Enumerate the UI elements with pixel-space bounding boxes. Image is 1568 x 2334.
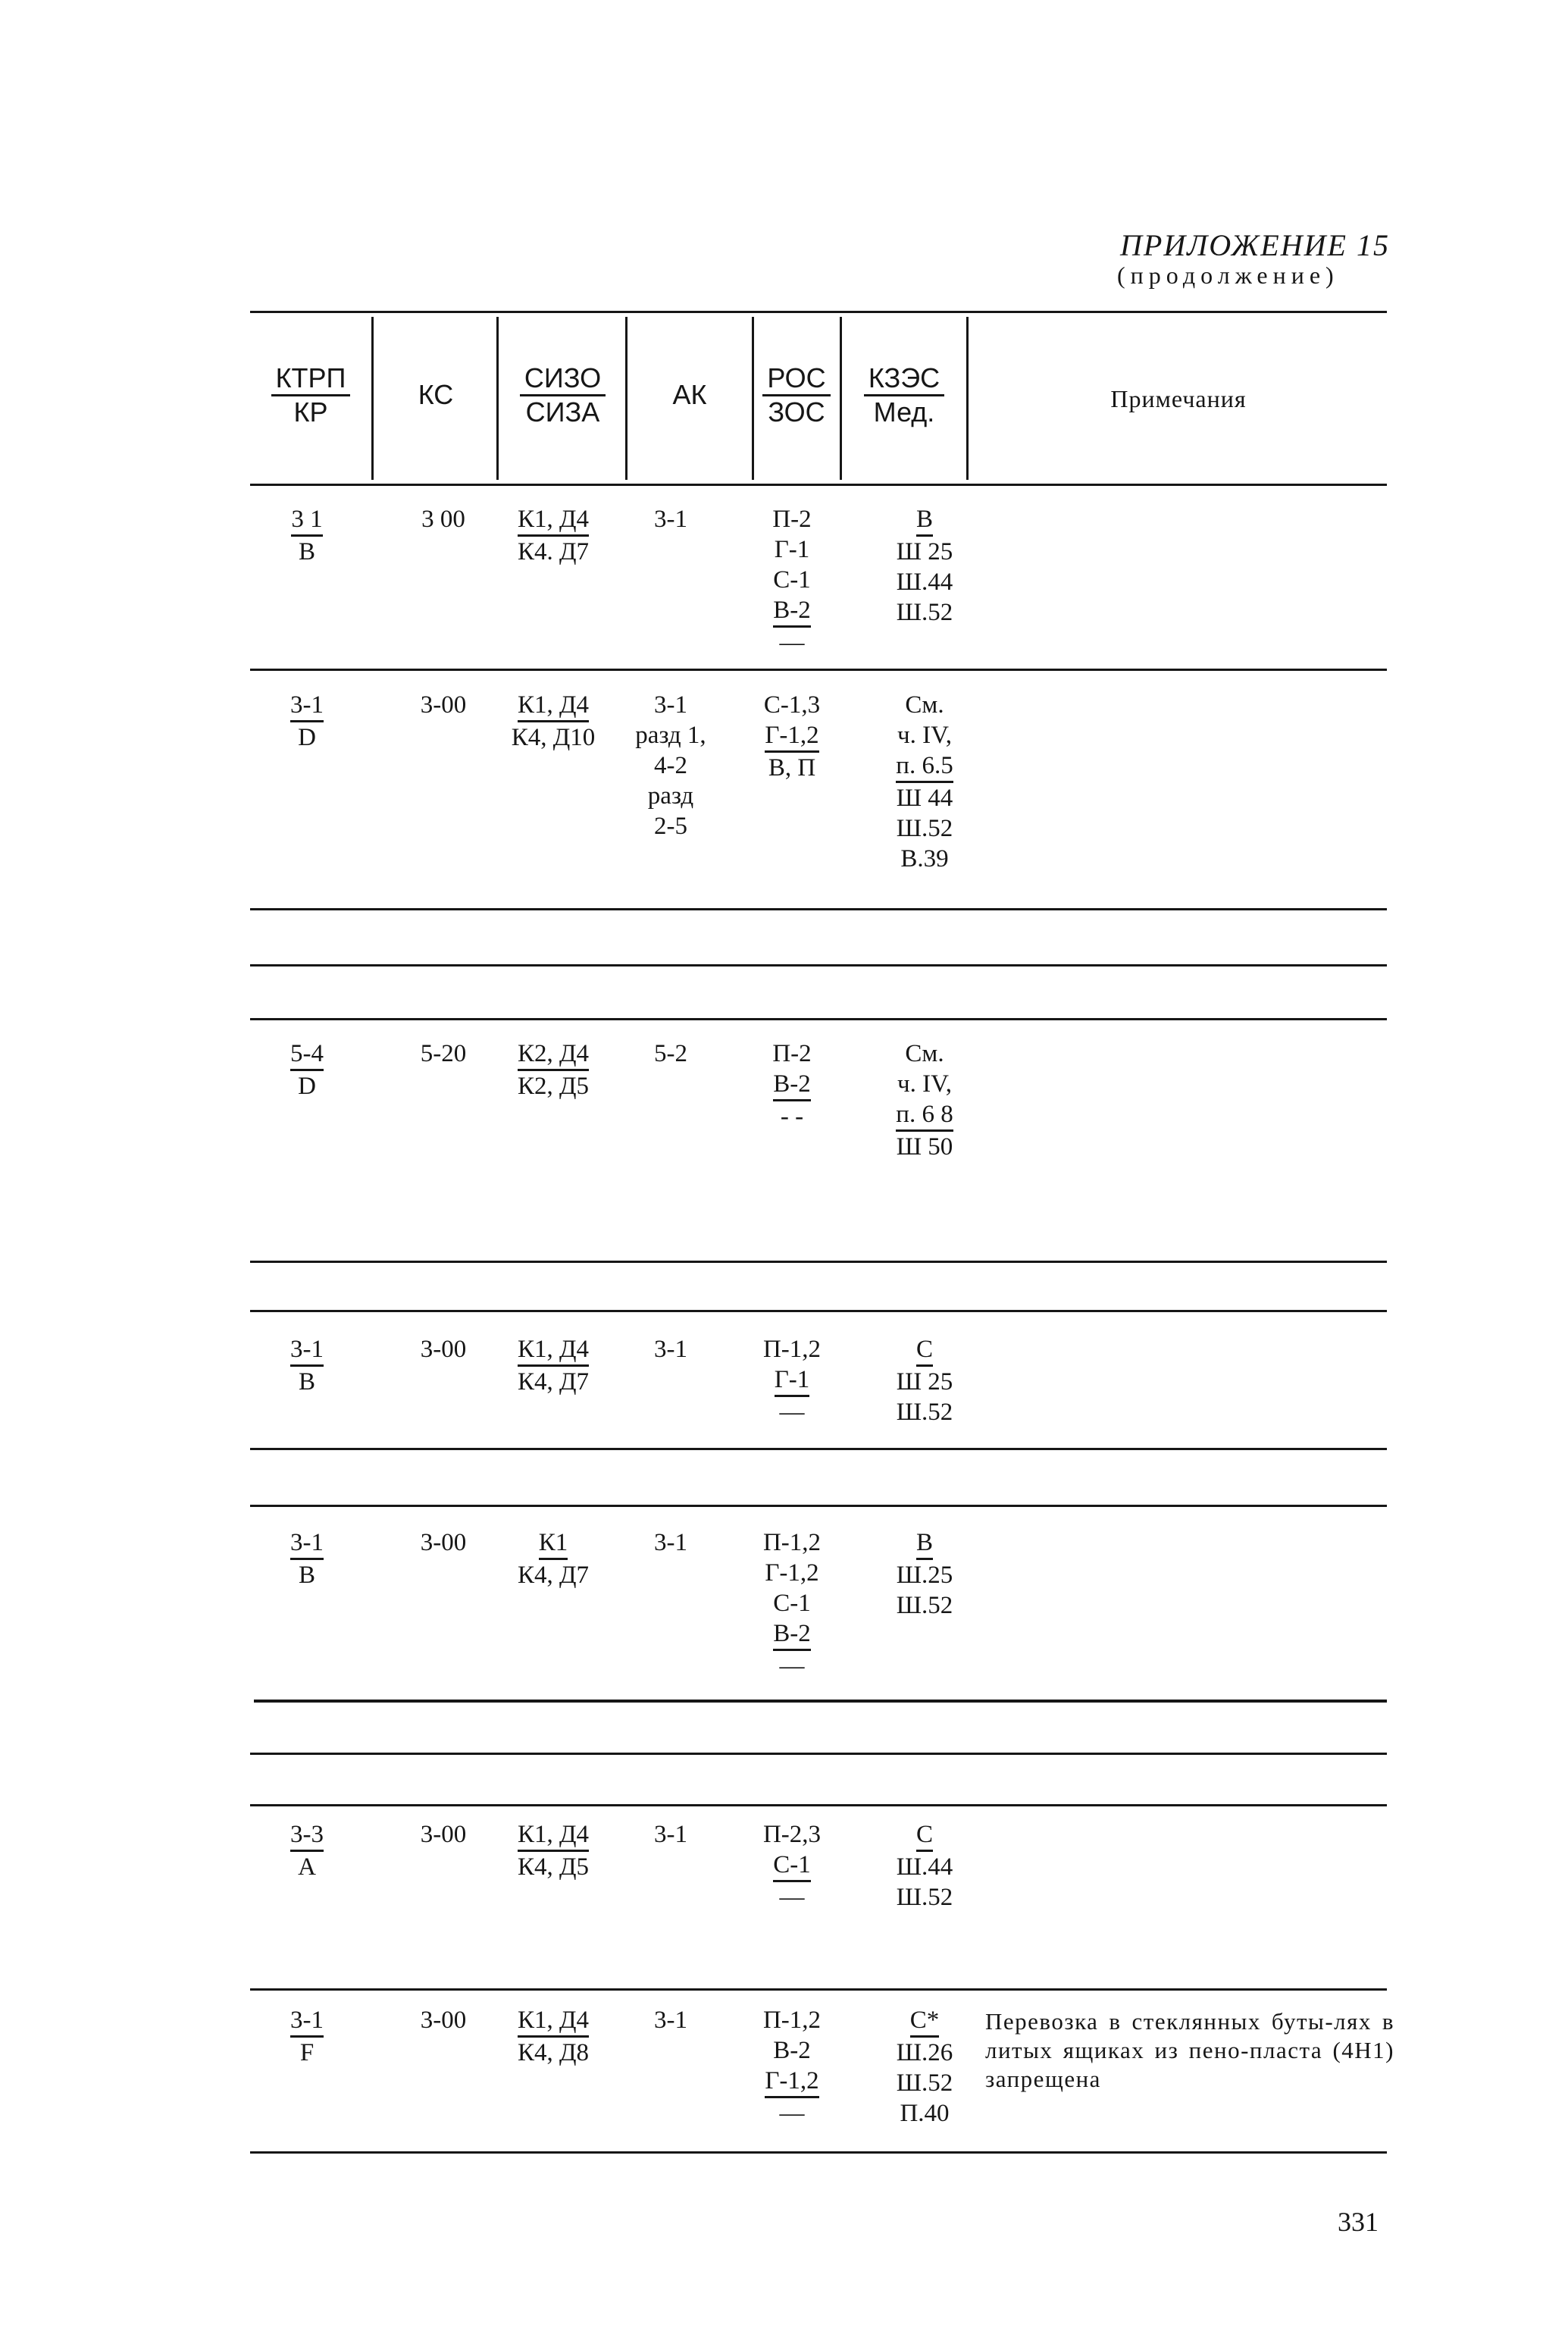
cell-ktrp: 3-1 F xyxy=(290,2007,324,2066)
cell-kzes: С Ш 25 Ш.52 xyxy=(896,1336,953,1426)
row-rule xyxy=(250,1753,1387,1755)
col-divider xyxy=(371,317,374,480)
header-ktrp: КТРП xyxy=(271,362,351,396)
table-bottom-rule xyxy=(250,2151,1387,2154)
header-med: Мед. xyxy=(873,396,935,428)
cell-ros: П-2 Г-1 С-1 В-2 — xyxy=(772,506,812,656)
row-rule xyxy=(250,1988,1387,1991)
cell-ktrp: 3-1 D xyxy=(290,691,324,751)
cell-ak: 3-1 xyxy=(654,506,687,533)
row-rule xyxy=(250,1804,1387,1806)
cell-ros: П-1,2 Г-1 — xyxy=(762,1336,822,1426)
cell-ks: 3-00 xyxy=(420,691,467,719)
header-kzes-med xyxy=(843,362,966,428)
header-kr: КР xyxy=(293,396,328,428)
cell-sizo: К1, Д4 К4, Д5 xyxy=(517,1821,590,1881)
header-ros: РОС xyxy=(762,362,830,396)
appendix-title: ПРИЛОЖЕНИЕ 15 xyxy=(1120,228,1390,262)
header-ak: АК xyxy=(672,379,707,410)
cell-ks: 3-00 xyxy=(420,1336,467,1363)
cell-ros: П-2,3 С-1 — xyxy=(762,1821,822,1911)
header-kzes: КЗЭС xyxy=(864,362,944,396)
cell-ks: 3-00 xyxy=(420,1529,467,1556)
cell-ks: 3 00 xyxy=(421,506,465,533)
header-sizo: СИЗО xyxy=(520,362,606,396)
col-divider xyxy=(966,317,969,480)
row-rule xyxy=(254,1700,1387,1703)
cell-ktrp: 3-1 В xyxy=(290,1529,324,1589)
cell-ak: 3-1 xyxy=(654,1821,687,1848)
cell-ktrp: 5-4 D xyxy=(290,1040,324,1100)
cell-kzes: В Ш.25 Ш.52 xyxy=(896,1529,953,1619)
row-rule xyxy=(250,1448,1387,1450)
cell-kzes: С* Ш.26 Ш.52 П.40 xyxy=(896,2007,953,2127)
cell-ktrp: 3-3 А xyxy=(290,1821,324,1881)
cell-sizo: К1, Д4 К4. Д7 xyxy=(517,506,590,565)
cell-kzes: См. ч. IV, п. 6.5 Ш 44 Ш.52 В.39 xyxy=(896,691,953,873)
row-rule xyxy=(250,1310,1387,1312)
cell-ros: П-2 В-2 - - xyxy=(772,1040,812,1130)
appendix-subtitle: (продолжение) xyxy=(1117,262,1339,289)
cell-sizo: К1 К4, Д7 xyxy=(517,1529,590,1589)
cell-ak: 3-1 разд 1, 4-2 разд 2-5 xyxy=(635,691,706,840)
table-top-rule xyxy=(250,311,1387,313)
header-ros-zos xyxy=(754,362,839,428)
cell-ak: 3-1 xyxy=(654,1529,687,1556)
cell-sizo: К1, Д4 К4, Д10 xyxy=(511,691,596,751)
cell-ks: 3-00 xyxy=(420,1821,467,1848)
cell-kzes: С Ш.44 Ш.52 xyxy=(896,1821,953,1911)
row-rule xyxy=(250,669,1387,671)
cell-kzes: В Ш 25 Ш.44 Ш.52 xyxy=(896,506,953,626)
cell-ktrp: 3-1 В xyxy=(290,1336,324,1396)
cell-ak: 3-1 xyxy=(654,1336,687,1363)
header-notes: Примечания xyxy=(1110,385,1247,412)
header-bottom-rule xyxy=(250,484,1387,486)
cell-ks: 5-20 xyxy=(420,1040,467,1067)
cell-sizo: К1, Д4 К4, Д7 xyxy=(517,1336,590,1396)
header-siza: СИЗА xyxy=(525,396,600,428)
row-rule xyxy=(250,964,1387,966)
row-rule xyxy=(250,1261,1387,1263)
page-number: 331 xyxy=(1338,2207,1379,2237)
cell-ros: С-1,3 Г-1,2 В, П xyxy=(763,691,821,782)
col-divider xyxy=(625,317,628,480)
cell-ak: 5-2 xyxy=(654,1040,687,1067)
cell-ktrp: 3 1 В xyxy=(291,506,323,565)
cell-ks: 3-00 xyxy=(420,2007,467,2034)
header-sizo-siza xyxy=(500,362,625,428)
cell-note: Перевозка в стеклянных буты-лях в литых ящиках из пено-пласта (4Н1) запрещена xyxy=(985,2008,1394,2092)
col-divider xyxy=(496,317,499,480)
cell-ak: 3-1 xyxy=(654,2007,687,2034)
cell-sizo: К1, Д4 К4, Д8 xyxy=(517,2007,590,2066)
cell-kzes: См. ч. IV, п. 6 8 Ш 50 xyxy=(896,1040,953,1161)
row-rule xyxy=(250,1018,1387,1020)
header-ks: КС xyxy=(418,379,454,410)
cell-ros: П-1,2 В-2 Г-1,2 — xyxy=(762,2007,822,2127)
row-rule xyxy=(250,908,1387,910)
row-rule xyxy=(250,1505,1387,1507)
cell-sizo: К2, Д4 К2, Д5 xyxy=(517,1040,590,1100)
col-divider xyxy=(840,317,842,480)
header-ktrp-kr xyxy=(250,362,371,428)
header-zos: ЗОС xyxy=(768,396,825,428)
cell-ros: П-1,2 Г-1,2 С-1 В-2 — xyxy=(762,1529,822,1680)
